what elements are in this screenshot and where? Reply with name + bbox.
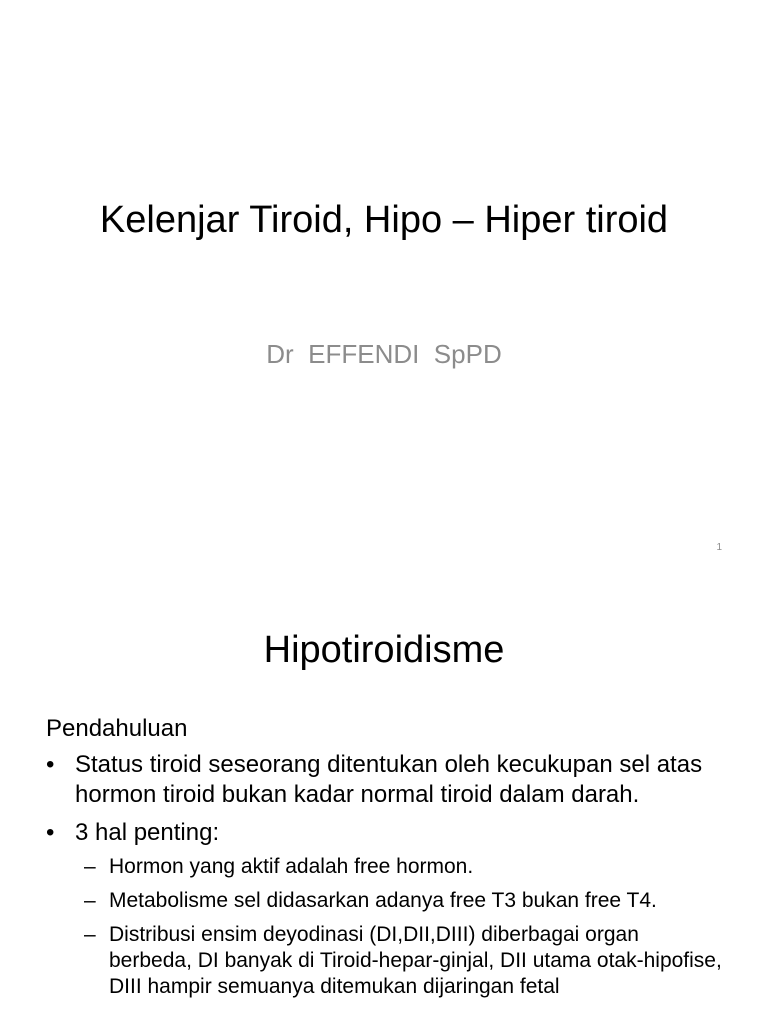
- bullet-text: 3 hal penting:: [75, 819, 220, 846]
- dash-mark: –: [84, 889, 96, 912]
- sub-bullet-item: [75, 922, 726, 1000]
- sub-bullet-text: Distribusi ensim deyodinasi (DI,DII,DIII) diberbagai organ berbeda, DI banyak di Tiroid-hepar-ginjal, DII utama otak-hipofise, DIII hampir semuanya ditemukan dijaringan fetal: [109, 923, 722, 998]
- slide-title: Kelenjar Tiroid, Hipo – Hiper tiroid: [99, 199, 669, 241]
- slide-content: [46, 714, 726, 1008]
- slide-2: [0, 576, 768, 1024]
- page-number: 1: [716, 542, 722, 553]
- slide-subtitle: Dr EFFENDI SpPD: [266, 339, 502, 369]
- bullet-mark: •: [46, 751, 55, 778]
- sub-bullet-list: [75, 854, 726, 1000]
- dash-mark: –: [84, 855, 96, 878]
- section-heading: Pendahuluan: [46, 715, 188, 742]
- bullet-list: [46, 750, 726, 1000]
- slide-title: Hipotiroidisme: [263, 629, 505, 671]
- bullet-text: Status tiroid seseorang ditentukan oleh kecukupan sel atas hormon tiroid bukan kadar normal tiroid dalam darah.: [75, 751, 703, 808]
- bullet-item: [46, 818, 726, 1000]
- sub-bullet-item: [75, 854, 726, 880]
- sub-bullet-text: Metabolisme sel didasarkan adanya free T3 bukan free T4.: [109, 889, 657, 912]
- sub-bullet-item: [75, 888, 726, 914]
- bullet-mark: •: [46, 819, 55, 846]
- dash-mark: –: [84, 923, 96, 946]
- bullet-item: [46, 750, 726, 810]
- sub-bullet-text: Hormon yang aktif adalah free hormon.: [109, 855, 474, 878]
